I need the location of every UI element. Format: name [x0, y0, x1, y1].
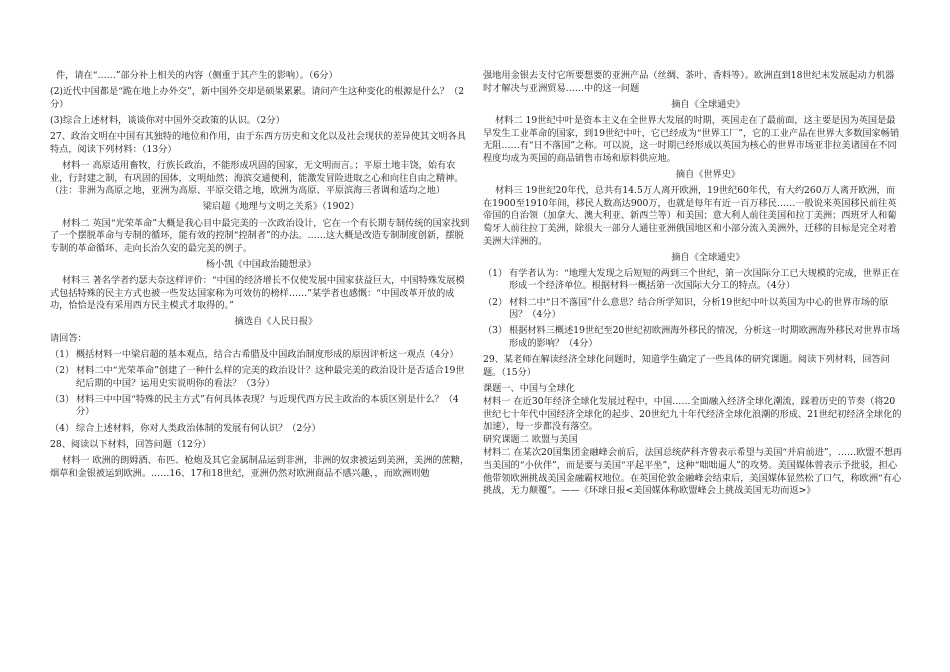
question-item	[483, 325, 903, 350]
text-paragraph: 强地用金银去支付它所要想要的亚洲产品（丝绸、茶叶、香料等）。欧洲直到18世纪末发展起动力机器时才解决与亚洲贸易……中的这一问题	[483, 70, 895, 94]
question-number: （2）	[50, 365, 75, 376]
right-column	[483, 70, 903, 498]
question-number: （3）	[50, 393, 75, 405]
source-citation: 梁启超《地理与文明之关系》（1902）	[202, 201, 360, 213]
text-paragraph: 材料三 19世纪20年代，总共有14.5万人离开欧洲，19世纪60年代，有大约260万人离开欧洲，而在1900至1910年间，移民人数高达900万，也就是每年有近一百万移民……一般说来英国移民前往英帝国的自治领（加拿大、澳大利亚、新西兰等）和美国；意大利人前往美国和拉丁美洲；西班牙人和葡萄牙人前往拉丁美洲，除很大一部分人通往亚洲俄国地区和小部分流入美洲外，迁移的目标是完全对着美洲大洋洲的。	[483, 185, 897, 247]
text-paragraph: 29、某老师在解读经济全球化问题时，知道学生确定了一些具体的研究课题。阅读下列材料，回答问题。（15分）	[483, 354, 890, 378]
question-item	[50, 423, 472, 436]
research-topics	[483, 383, 903, 498]
text-paragraph: 27、政治文明在中国有其独特的地位和作用，由于东西方历史和文化以及社会现状的差异使其文明各具特点，阅读下列材料：（13分）	[50, 131, 466, 155]
question-number: （1）	[483, 267, 508, 279]
question-number: （2）	[483, 296, 508, 308]
source-citation: 摘选自《人民日报》	[234, 316, 318, 328]
question-text: 有学者认为：“地理大发现之后短短的两到三个世纪，第一次国际分工已大规模的完成，世界正在形成一个经济单位。根据材料一概括第一次国际大分工的特点。（4分）	[509, 267, 900, 292]
text-paragraph: 材料一 欧洲的朗姆酒、布匹、枪炮及其它金属制品运到非洲，非洲的奴隶被运到美洲，美洲的蔗糖，烟草和金银被运到欧洲。……16、17和18世纪，亚洲仍然对欧洲商品不感兴趣，，而欧洲则勉	[50, 454, 470, 479]
text-paragraph: 材料一 在近30年经济全球化发展过程中，中国……全面融入经济全球化潮流，踩着历史的节奏（将20世纪七十年代中国经济全球化的起步、20世纪九十年代经济全球化浪潮的形成、21世纪初经济全球化的加速），每一步都没有落空。	[483, 396, 902, 433]
question-number: （1）	[50, 348, 75, 360]
left-column	[50, 70, 472, 484]
question-text: 概括材料一中梁启超的基本观点，结合古希腊及中国政治制度形成的原因评析这一观点（4分）	[76, 348, 459, 360]
question-number: （3）	[483, 325, 508, 337]
question-item	[483, 297, 903, 322]
text-paragraph: 请回答：	[50, 332, 87, 344]
source-citation: 摘自《全球通史》	[671, 251, 745, 263]
question-item	[50, 394, 472, 419]
text-paragraph: 课题一、中国与全球化	[483, 383, 575, 394]
question-item	[483, 268, 903, 293]
text-paragraph: 28、阅读以下材料，回答问题（12分）	[50, 438, 212, 450]
question-text: 综合上述材料，你对人类政治体制的发展有何认识？（2分）	[76, 422, 321, 434]
text-paragraph: 材料三 著名学者约瑟夫奈这样评价：“中国的经济增长不仅使发展中国家获益巨大，中国特殊发展模式包括特殊的民主方式也被一些发达国家称为可效仿的榜样……”某学者也感慨：“中国改革开放的成功，恰恰是没有采用西方民主模式才取得的。”	[50, 275, 465, 312]
text-paragraph: (2)近代中国都是“跪在地上办外交”，新中国外交却是硕果累累。请问产生这种变化的根源是什么？（2分）	[50, 86, 465, 110]
text-paragraph: 材料二 在某次20国集团金融峰会前后，法国总统萨科齐曾表示希望与美国“并肩前进”，……欧盟不想再当美国的“小伙伴”，而是要与美国“平起平坐”，这种“咄咄逼人”的攻势。美国媒体曾表示予批驳，担心他带领欧洲挑战美国金融霸权地位。在英国伦敦金融峰会结束后，美国媒体显然松了口气，称欧洲“有心挑战，无力颠覆”。——《环球日报<美国媒体称欧盟峰会上挑战美国无功而返>》	[483, 447, 903, 497]
question-item	[50, 349, 472, 362]
question-text: 材料二中“光荣革命”创建了一种什么样的完美的政治设计？这种最完美的政治设计是否适合19世纪后期的中国？运用史实说明你的看法？（3分）	[76, 365, 465, 389]
question-number: （4）	[50, 422, 75, 434]
text-paragraph: 研究课题二 欧盟与美国	[483, 434, 578, 446]
question-text: 材料二中“日不落国”什么意思？结合所学知识，分析19世纪中叶以英国为中心的世界市场的原因？（4分）	[509, 296, 889, 321]
source-citation: 杨小凯《中国政治随想录》	[205, 258, 317, 270]
text-paragraph: 材料二 英国“光荣革命”大概是我心目中最完美的一次政治设计，它在一个有长期专制传统的国家找到了一个摆脱革命与专制的循环，能有效的控制“控制者”的办法。……这大概是改造专制制度创新，摆脱专制的革命循环、走向长治久安的最完美的例子。	[50, 217, 470, 254]
text-paragraph: 材料一 高原适用畜牧，行族长政治，不能形成巩固的国家，无文明而言。；平原土地丰饶，始有农业，行封建之制，有巩固的国体，文明灿然；海滨交通便利，能激发冒险进取之心和向往自由之精神。（注：非洲为高原之地，亚洲为高原、平原交错之地，欧洲为高原、平原滨海三者调和适均之地）	[50, 159, 464, 197]
text-paragraph: 材料二 19世纪中叶是资本主义在全世界大发展的时期，英国走在了最前面，这主要是因为英国是最早发生工业革命的国家，到19世纪中叶，它已经成为“世界工厂”，它的工业产品在世界大多数国家畅销无阻……有“日不落国”之称。可以说，这一时期已经形成以英国为核心的世界市场亚非拉美诸国在不同程度均成为英国的商品销售市场和原料供应地。	[483, 114, 900, 164]
question-text: 根据材料三概述19世纪至20世纪初欧洲海外移民的情况，分析这一时期欧洲海外移民对世界市场形成的影响？（4分）	[509, 325, 900, 350]
question-text: 材料三中中国“特殊的民主方式”有何具体表现？与近现代西方民主政治的本质区别是什么？（4分）	[76, 393, 459, 418]
question-item	[50, 365, 472, 390]
source-citation: 摘自《世界史》	[675, 168, 741, 180]
text-paragraph: (3)综合上述材料，谈谈你对中国外交政策的认识。（2分）	[50, 114, 285, 126]
source-citation: 摘自《全球通史》	[671, 98, 745, 110]
text-paragraph: 件，请在“……”部分补上相关的内容（侧重于其产生的影响）。（6分）	[56, 70, 338, 81]
